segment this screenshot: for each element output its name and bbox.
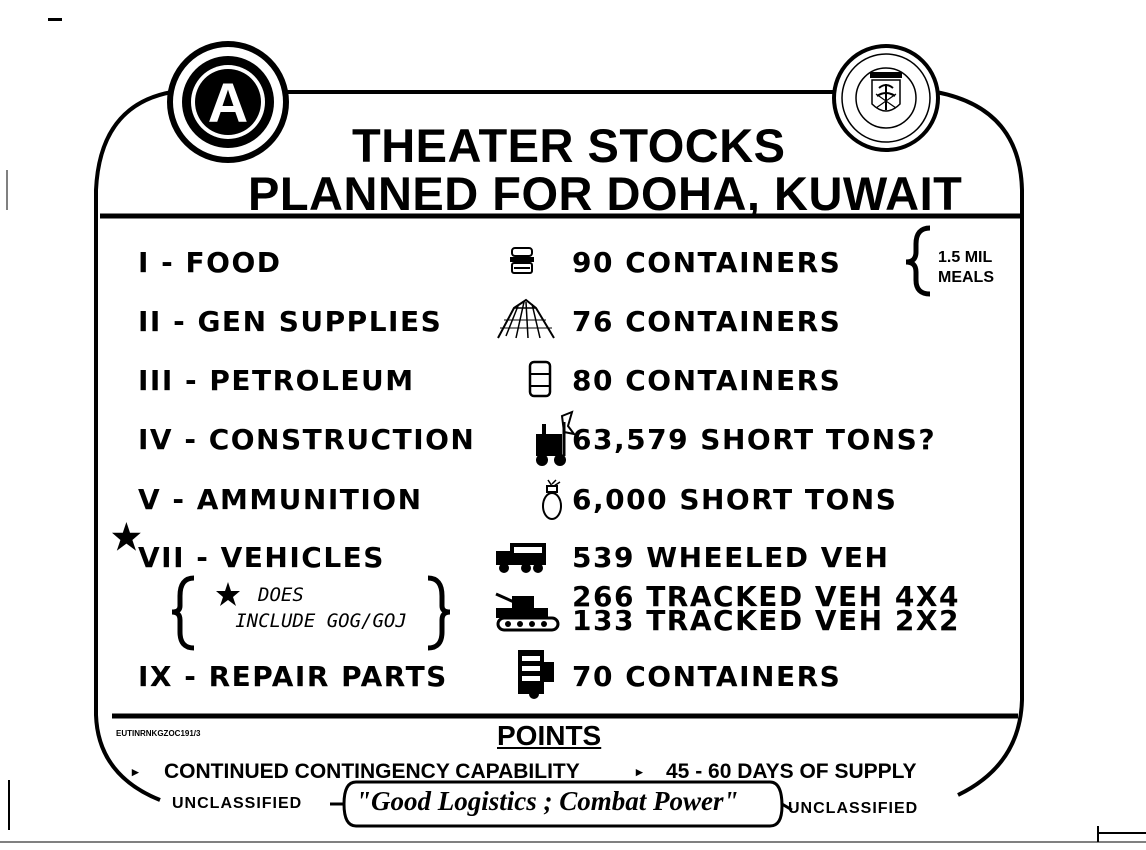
meals-note [938,248,994,288]
meals-note-line1: 1.5 MIL [938,249,993,266]
scan-mark [48,18,62,21]
title-line-1: THEATER STOCKS [352,119,786,172]
vehicle-note-line1: DOES [258,584,304,606]
grenade-icon [543,480,561,519]
point-item-1-text: CONTINUED CONTINGENCY CAPABILITY [164,760,580,783]
classification-left: UNCLASSIFIED [172,795,303,812]
footer-code: EUTINRNKGZOC191/3 [116,729,201,738]
point-item-1 [132,760,580,784]
class-label-food: I - FOOD [138,246,282,279]
class-amount-ammunition: 6,000 SHORT TONS [572,483,898,516]
meals-brace [906,228,930,294]
food-icon [510,248,534,273]
star-icon [112,522,141,551]
bullet-icon: ▸ [636,764,643,779]
badge-letter: A [207,71,249,134]
class-amount-petroleum: 80 CONTAINERS [572,364,842,397]
fuel-drum-icon [530,362,550,396]
badge-a-icon [170,44,286,160]
class-label-vehicles: VII - VEHICLES [138,541,385,574]
class-amount-tracked-4x4: 266 TRACKED VEH 4X4 [572,580,960,613]
class-amount-construction: 63,579 SHORT TONS? [572,423,937,456]
class-label-construction: IV - CONSTRUCTION [138,423,476,456]
tent-icon [498,300,554,338]
truck-icon [496,543,546,573]
tank-icon [496,594,558,630]
class-amount-tracked-2x2: 133 TRACKED VEH 2X2 [572,604,960,637]
class-label-petroleum: III - PETROLEUM [138,364,415,397]
forklift-icon [536,412,574,466]
class-amount-wheeled: 539 WHEELED VEH [572,541,890,574]
point-item-2-text: 45 - 60 DAYS OF SUPPLY [666,760,917,783]
note-brace-left [172,578,194,648]
bullet-icon: ▸ [132,764,139,779]
meals-note-line2: MEALS [938,269,994,286]
classification-right: UNCLASSIFIED [788,800,919,817]
class-amount-food: 90 CONTAINERS [572,246,842,279]
class-label-gen-supplies: II - GEN SUPPLIES [138,305,443,338]
class-label-repair-parts: IX - REPAIR PARTS [138,660,448,693]
slogan: "Good Logistics ; Combat Power" [356,786,739,816]
class-label-ammunition: V - AMMUNITION [138,483,423,516]
point-item-2 [636,760,917,784]
vehicle-note [206,582,436,634]
points-heading: POINTS [497,720,602,751]
unit-seal-icon [834,46,938,150]
class-amount-gen-supplies: 76 CONTAINERS [572,305,842,338]
engine-icon [518,650,554,699]
title-line-2: PLANNED FOR DOHA, KUWAIT [248,167,963,220]
vehicle-note-line2: INCLUDE GOG/GOJ [235,610,407,632]
class-amount-repair-parts: 70 CONTAINERS [572,660,842,693]
